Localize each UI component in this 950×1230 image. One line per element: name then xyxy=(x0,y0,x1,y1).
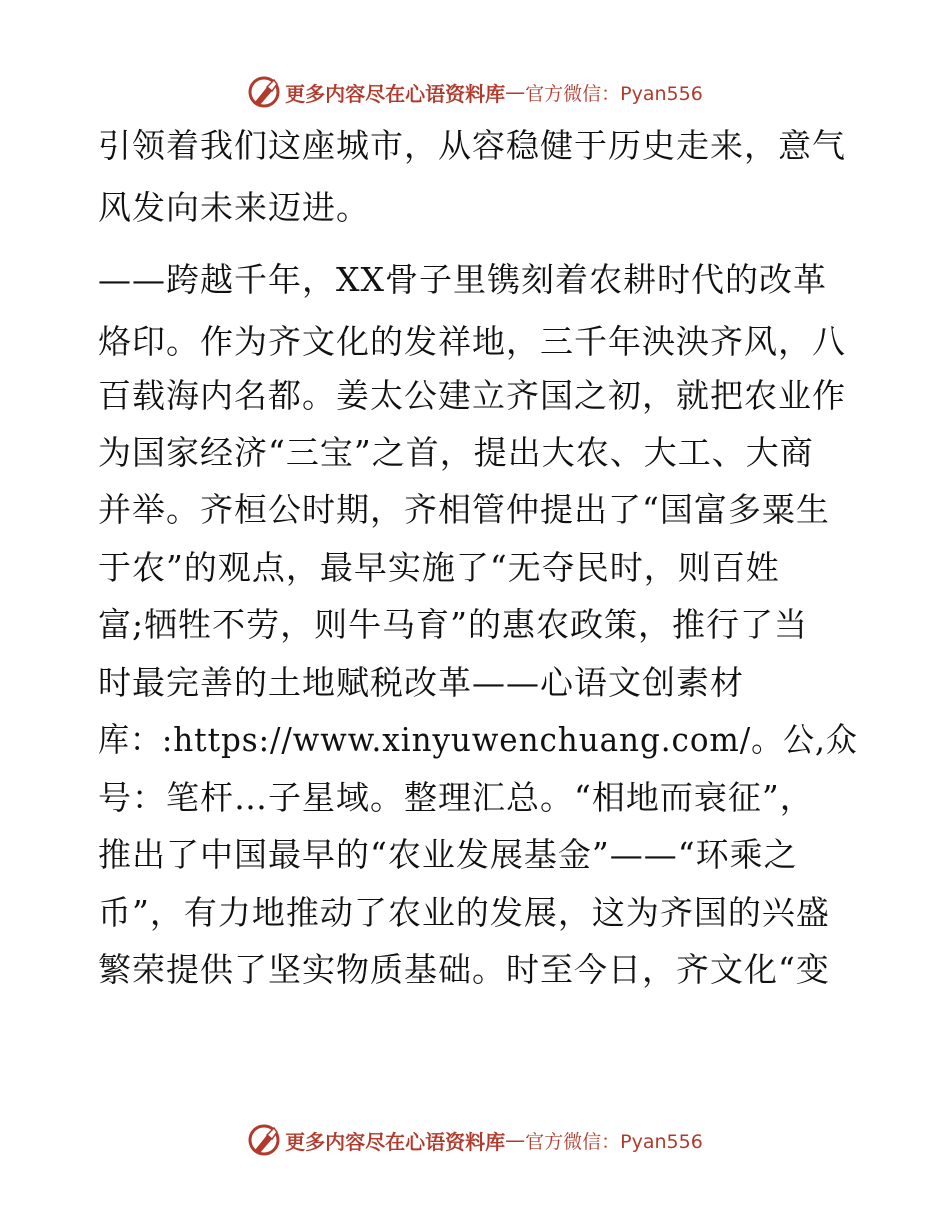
footer-banner-text: 更多内容尽在心语资料库 xyxy=(285,1129,506,1154)
text-line: 引领着我们这座城市，从容稳健于历史走来，意气 xyxy=(98,126,846,165)
header-banner-text: 更多内容尽在心语资料库 xyxy=(285,81,506,106)
text-line: 币”，有力地推动了农业的发展，这为齐国的兴盛 xyxy=(98,893,830,932)
text-line: ——跨越千年，XX骨子里镌刻着农耕时代的改革 xyxy=(98,260,827,299)
pen-logo-icon xyxy=(247,75,281,109)
header-banner xyxy=(0,72,950,112)
text-line: 号：笔杆…子星域。整理汇总。“相地而衰征”， xyxy=(98,778,814,817)
text-line: 时最完善的土地赋税改革——心语文创素材 xyxy=(98,663,744,702)
header-banner-wechat: 官方微信：Pyan556 xyxy=(525,82,703,105)
footer-banner-separator: — xyxy=(505,1128,526,1152)
header-banner-separator: — xyxy=(505,80,526,104)
footer-banner-wechat: 官方微信：Pyan556 xyxy=(525,1130,703,1153)
text-line: 于农”的观点，最早实施了“无夺民时，则百姓 xyxy=(98,548,780,587)
text-line: 百载海内名都。姜太公建立齐国之初，就把农业作 xyxy=(98,376,846,415)
text-line: 风发向未来迈进。 xyxy=(98,188,370,227)
text-line: 烙印。作为齐文化的发祥地，三千年泱泱齐风，八 xyxy=(98,322,846,361)
text-line: 为国家经济“三宝”之首，提出大农、大工、大商 xyxy=(98,433,814,472)
text-line: 繁荣提供了坚实物质基础。时至今日，齐文化“变 xyxy=(98,950,830,989)
text-line: 并举。齐桓公时期，齐相管仲提出了“国富多粟生 xyxy=(98,490,830,529)
footer-banner xyxy=(0,1120,950,1160)
text-line: 推出了中国最早的“农业发展基金”——“环乘之 xyxy=(98,835,798,874)
text-line: 库：:https://www.xinyuwenchuang.com/。公,众 xyxy=(98,720,858,759)
pen-logo-icon xyxy=(247,1123,281,1157)
text-line: 富;牺牲不劳，则牛马育”的惠农政策，推行了当 xyxy=(98,605,808,644)
